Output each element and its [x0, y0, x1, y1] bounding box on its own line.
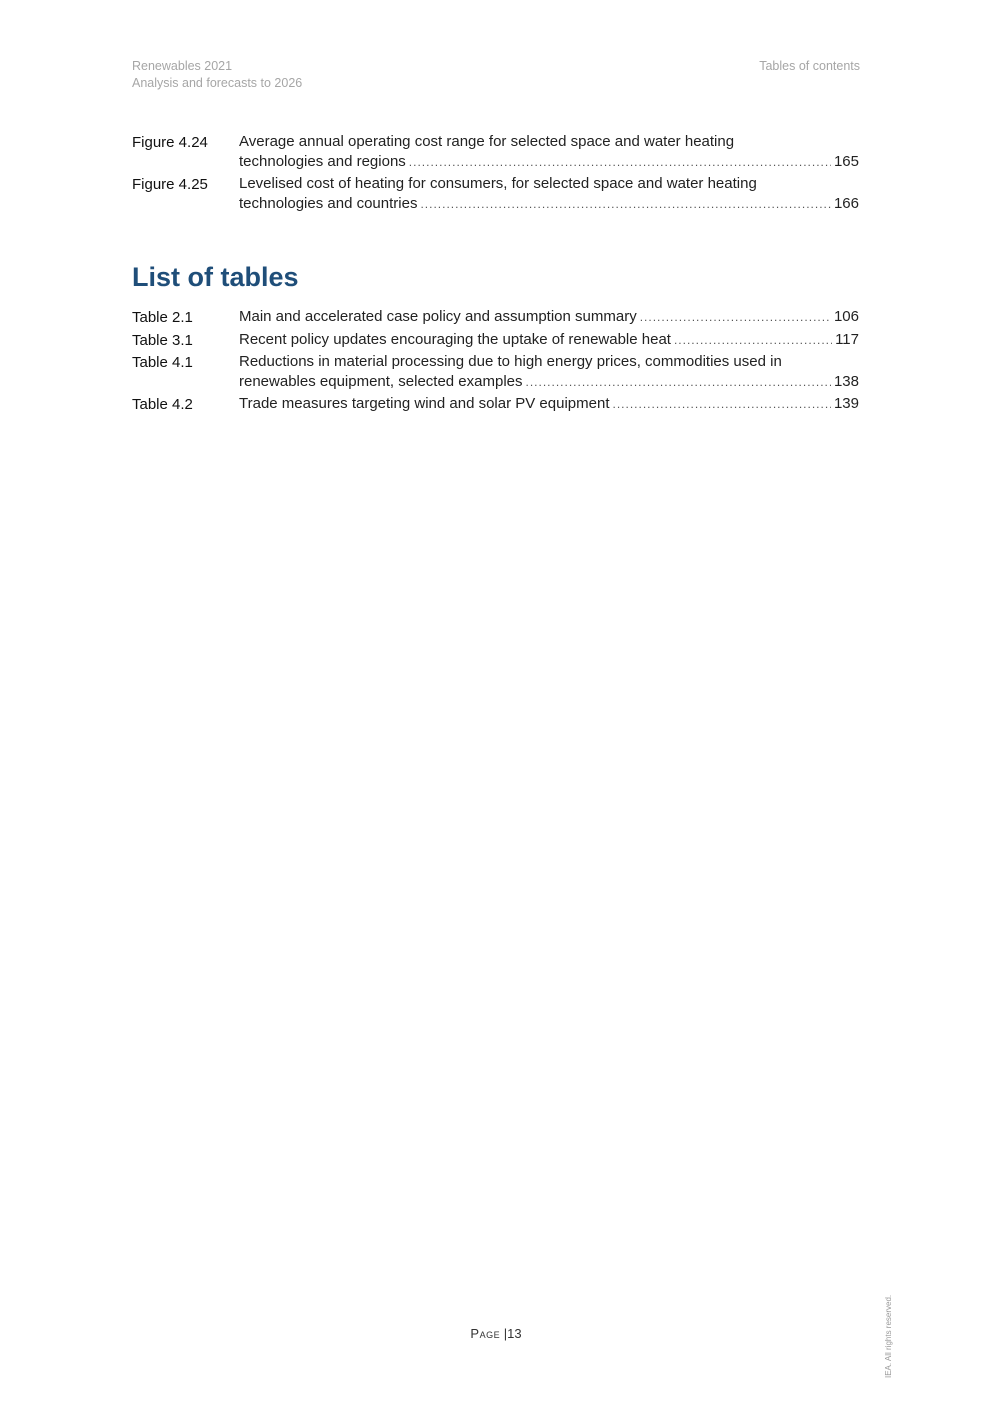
entry-title-line: technologies and regions — [239, 153, 406, 170]
page-word: Page — [470, 1326, 501, 1341]
header-left — [132, 58, 302, 92]
entry-page-number: 117 — [835, 331, 859, 348]
toc-entry-figure-4-25[interactable] — [132, 174, 859, 214]
toc-entry-table-4-1[interactable] — [132, 352, 859, 392]
entry-label: Table 4.2 — [132, 396, 193, 413]
entry-title-line: technologies and countries — [239, 195, 418, 212]
entry-label: Table 2.1 — [132, 309, 193, 326]
toc-entry-figure-4-24[interactable] — [132, 132, 859, 172]
entry-page-number: 139 — [833, 395, 859, 412]
entry-page-number: 138 — [833, 373, 859, 390]
dot-leader — [420, 194, 831, 214]
entry-title-line: Reductions in material processing due to high energy prices, commodities used in — [239, 353, 782, 370]
entry-label: Figure 4.25 — [132, 176, 208, 193]
entry-label: Table 4.1 — [132, 354, 193, 371]
doc-title: Renewables 2021 — [132, 59, 233, 73]
page-footer — [0, 1326, 992, 1341]
entry-page-number: 165 — [833, 153, 859, 170]
entry-label: Table 3.1 — [132, 332, 193, 349]
toc-entry-table-2-1[interactable] — [132, 307, 859, 327]
entry-title-line: Recent policy updates encouraging the uptake of renewable heat — [239, 331, 671, 348]
entry-title-line: Levelised cost of heating for consumers, for selected space and water heating — [239, 175, 757, 192]
table-list — [132, 307, 859, 414]
doc-subtitle: Analysis and forecasts to 2026 — [132, 76, 303, 90]
page-separator: | — [503, 1326, 508, 1341]
entry-title-line: Trade measures targeting wind and solar PV equipment — [239, 395, 610, 412]
toc-entry-table-4-2[interactable] — [132, 394, 859, 414]
list-of-tables-heading: List of tables — [132, 262, 299, 292]
entry-label: Figure 4.24 — [132, 134, 208, 151]
entry-title-line: renewables equipment, selected examples — [239, 373, 523, 390]
dot-leader — [526, 372, 831, 392]
figure-list — [132, 132, 859, 214]
entry-page-number: 166 — [833, 195, 859, 212]
entry-title-line: Average annual operating cost range for selected space and water heating — [239, 133, 735, 150]
header-section: Tables of contents — [759, 59, 860, 73]
toc-entry-table-3-1[interactable] — [132, 330, 859, 350]
dot-leader — [409, 152, 831, 172]
entry-page-number: 106 — [833, 308, 859, 325]
dot-leader — [640, 307, 831, 327]
page-number: 13 — [507, 1326, 522, 1341]
dot-leader — [612, 394, 830, 414]
rights-notice: IEA. All rights reserved. — [884, 1294, 893, 1378]
entry-title-line: Main and accelerated case policy and assumption summary — [239, 308, 637, 325]
dot-leader — [674, 330, 832, 350]
